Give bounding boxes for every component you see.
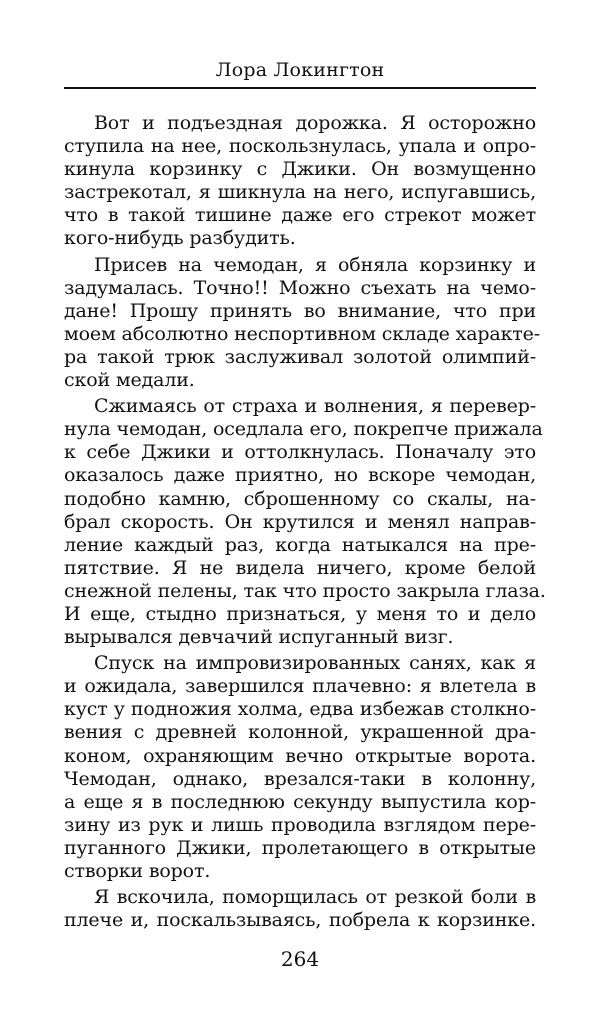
text-line: снежной пелены, так что просто закрыла глаза. (64, 579, 546, 602)
text-line: моем абсолютно неспортивном складе характе- (64, 322, 541, 345)
text-line: Сжимаясь от страха и волнения, я перевер- (94, 395, 536, 418)
text-line: ление каждый раз, когда натыкался на пре- (64, 533, 536, 556)
text-line: брал скорость. Он крутился и менял направ- (64, 510, 536, 533)
text-line: задумалась. Точно!! Можно съехать на чемо- (64, 276, 536, 299)
text-line: ступила на нее, поскользнулась, упала и опро- (64, 135, 536, 158)
text-line: пуганного Джики, пролетающего в открытые (64, 836, 536, 859)
text-line: зину из рук и лишь проводила взглядом пере- (64, 813, 536, 836)
running-head: Лора Локингтон (215, 59, 385, 81)
text-line: кинула корзинку с Джики. Он возмущенно (64, 158, 536, 181)
text-line: коном, охраняющим вечно открытые ворота. (64, 744, 536, 767)
text-line: куст у подножия холма, едва избежав столкно- (64, 698, 536, 721)
paragraph (64, 253, 541, 393)
text-line: пятствие. Я не видела ничего, кроме белой (64, 556, 536, 579)
text-line: к себе Джики и оттолкнулась. Поначалу это (64, 441, 536, 464)
body-text (64, 112, 546, 935)
text-line: кого-нибудь разбудить. (64, 227, 296, 250)
text-line: Чемодан, однако, врезался-таки в колонну, (64, 767, 536, 790)
text-line: И еще, стыдно признаться, у меня то и дело (64, 602, 536, 625)
text-line: ра такой трюк заслуживал золотой олимпий- (64, 345, 536, 368)
text-line: оказалось даже приятно, но вскоре чемодан, (64, 464, 536, 487)
text-line: подобно камню, сброшенному со скалы, на- (64, 487, 536, 510)
text-line: вения с древней колонной, украшенной дра- (64, 721, 536, 744)
header-rule (64, 87, 536, 89)
paragraph (64, 652, 536, 883)
page-number: 264 (280, 947, 320, 971)
paragraph (64, 395, 546, 649)
text-line: ской медали. (64, 369, 195, 392)
text-line: застрекотал, я шикнула на него, испугавшись, (64, 181, 536, 204)
text-line: а еще я в последнюю секунду выпустила кор- (64, 790, 536, 813)
text-line: вырывался девчачий испуганный визг. (64, 626, 454, 649)
text-line: и ожидала, завершился плачевно: я влетела в (64, 675, 536, 698)
text-line: Вот и подъездная дорожка. Я осторожно (94, 112, 536, 134)
text-line: Спуск на импровизированных санях, как я (94, 652, 536, 675)
text-line: дане! Прошу принять во внимание, что при (64, 299, 536, 322)
paragraph (64, 112, 536, 251)
text-line: Я вскочила, поморщилась от резкой боли в (94, 886, 536, 909)
text-line: нула чемодан, оседлала его, покрепче прижала (64, 418, 543, 441)
text-line: что в такой тишине даже его стрекот может (64, 204, 536, 227)
text-line: плече и, поскальзываясь, побрела к корзинке. (64, 909, 536, 932)
text-line: створки ворот. (64, 860, 211, 882)
paragraph (64, 886, 536, 932)
text-line: Присев на чемодан, я обняла корзинку и (94, 253, 536, 276)
